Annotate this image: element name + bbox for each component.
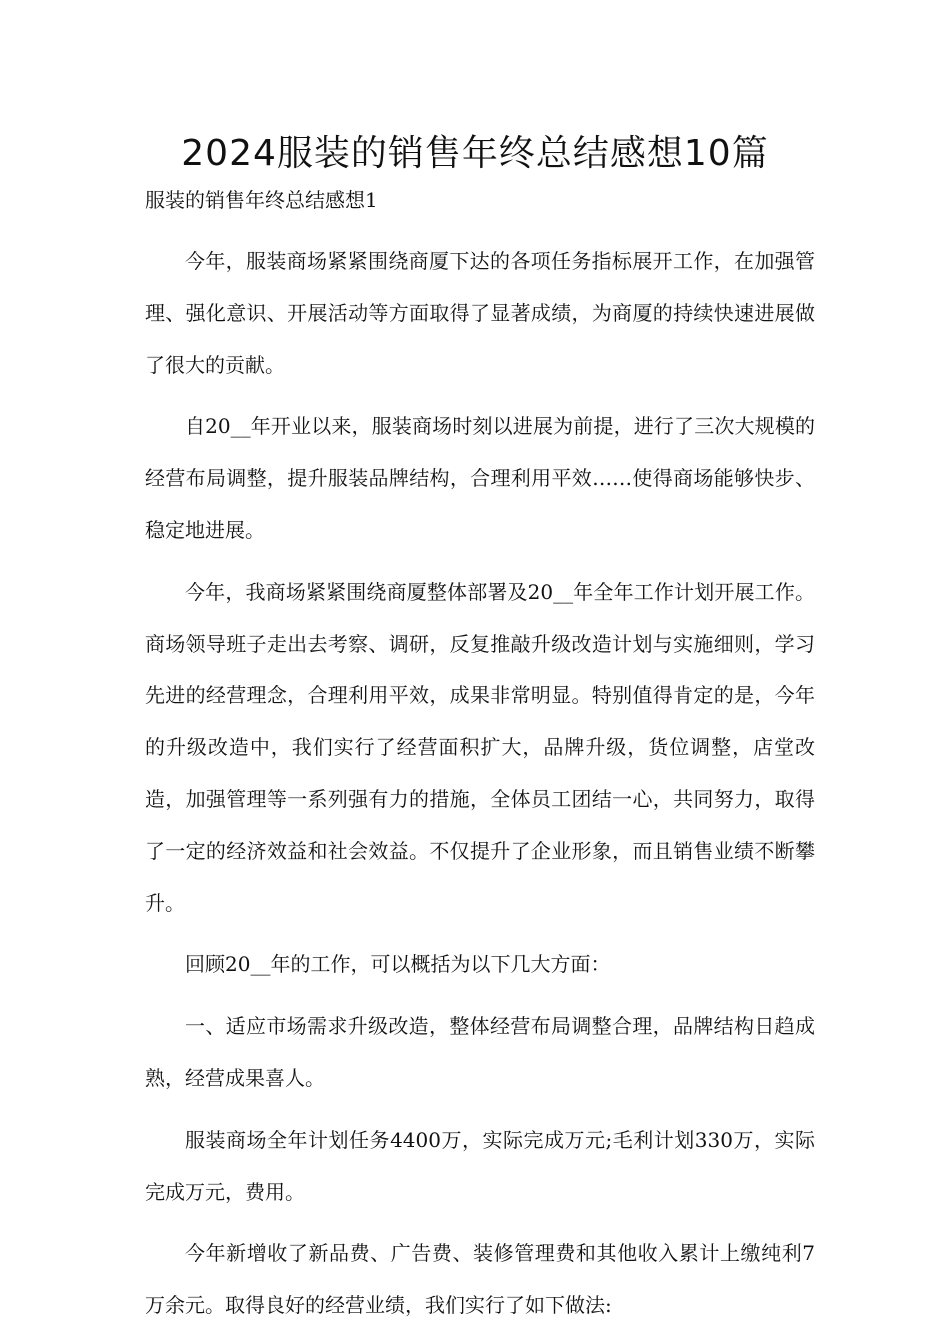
paragraph-3: 今年，我商场紧紧围绕商厦整体部署及20__年全年工作计划开展工作。商场领导班子走出去考察、调研，反复推敲升级改造计划与实施细则，学习先进的经营理念，合理利用平效，成果非常明显。特别值得肯定的是，今年的升级改造中，我们实行了经营面积扩大，品牌升级，货位调整，店堂改造，加强管理等一系列强有力的措施，全体员工团结一心，共同努力，取得了一定的经济效益和社会效益。不仅提升了企业形象，而且销售业绩不断攀升。 [145, 579, 815, 915]
paragraph-2: 自20__年开业以来，服装商场时刻以进展为前提，进行了三次大规模的经营布局调整，提升服装品牌结构，合理利用平效……使得商场能够快步、稳定地进展。 [145, 414, 815, 542]
paragraph-4: 回顾20__年的工作，可以概括为以下几大方面： [185, 952, 611, 977]
document-body [145, 236, 815, 1342]
section-heading: 服装的销售年终总结感想1 [145, 188, 378, 212]
document-title: 2024服装的销售年终总结感想10篇 [181, 133, 769, 174]
paragraph-6: 服装商场全年计划任务4400万，实际完成万元;毛利计划330万，实际完成万元，费用。 [145, 1127, 815, 1204]
paragraph-7: 今年新增收了新品费、广告费、装修管理费和其他收入累计上缴纯利7万余元。取得良好的经营业绩，我们实行了如下做法: [145, 1241, 815, 1318]
paragraph-1: 今年，服装商场紧紧围绕商厦下达的各项任务指标展开工作，在加强管理、强化意识、开展活动等方面取得了显著成绩，为商厦的持续快速进展做了很大的贡献。 [145, 249, 815, 377]
paragraph-5: 一、适应市场需求升级改造，整体经营布局调整合理，品牌结构日趋成熟，经营成果喜人。 [145, 1014, 815, 1090]
